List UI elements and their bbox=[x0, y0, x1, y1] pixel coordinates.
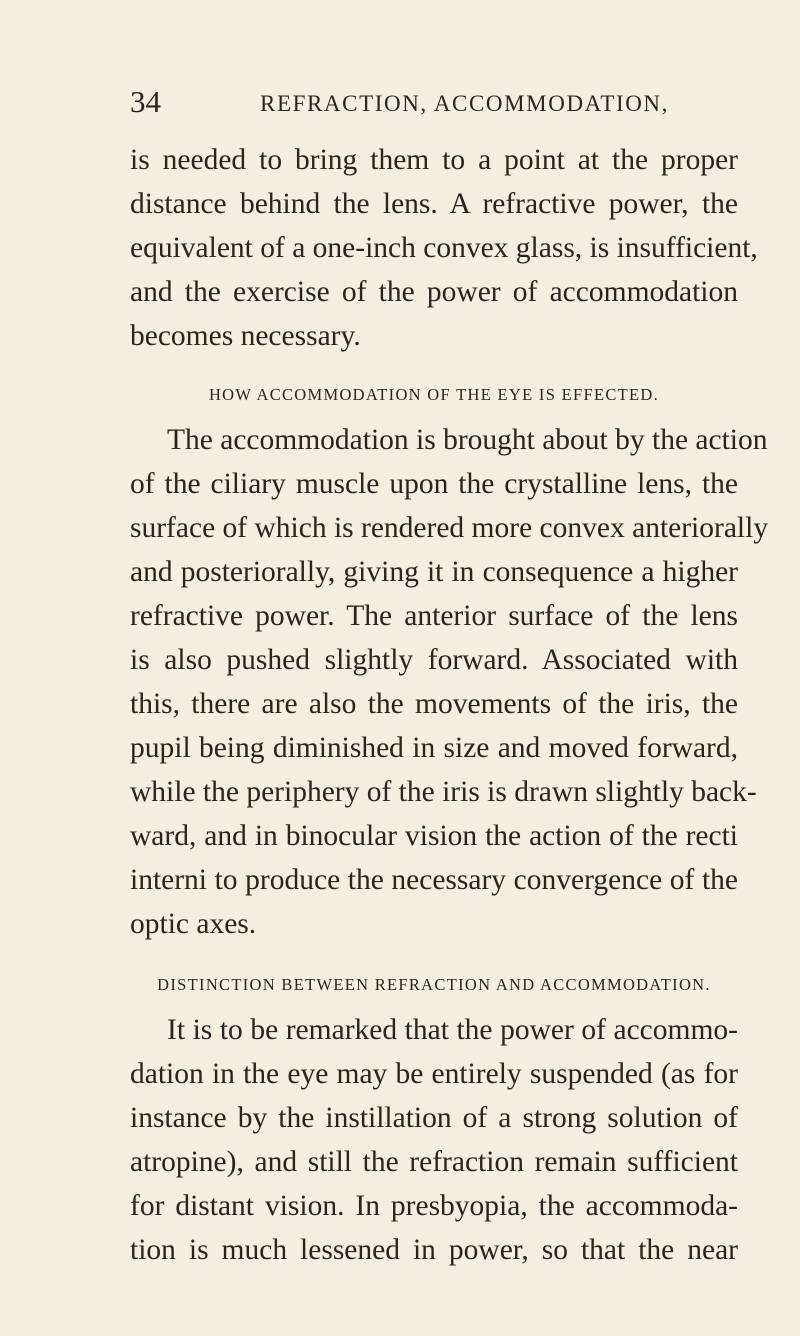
section-heading: DISTINCTION BETWEEN REFRACTION AND ACCOMMODATION. bbox=[157, 975, 711, 994]
text-line: for distant vision. In presbyopia, the accommoda- bbox=[130, 1190, 738, 1222]
text-line: ward, and in binocular vision the action of the recti bbox=[130, 820, 738, 852]
page-header bbox=[130, 82, 740, 122]
text-line: refractive power. The anterior surface of the lens bbox=[130, 600, 738, 632]
text-line: optic axes. bbox=[130, 908, 257, 940]
text-line: surface of which is rendered more convex anteriorally bbox=[130, 512, 769, 544]
text-line: and posteriorally, giving it in consequence a higher bbox=[130, 556, 738, 588]
text-line: distance behind the lens. A refractive power, the bbox=[130, 188, 738, 220]
text-line: interni to produce the necessary convergence of the bbox=[130, 864, 738, 896]
text-line: dation in the eye may be entirely suspended (as for bbox=[130, 1058, 738, 1090]
text-line: is also pushed slightly forward. Associated with bbox=[130, 644, 738, 676]
text-line: tion is much lessened in power, so that the near bbox=[130, 1234, 738, 1266]
text-line: this, there are also the movements of the iris, the bbox=[130, 688, 738, 720]
text-line: The accommodation is brought about by the action bbox=[167, 424, 768, 456]
text-line: instance by the instillation of a strong solution of bbox=[130, 1102, 738, 1134]
text-line: becomes necessary. bbox=[130, 320, 361, 352]
text-line: atropine), and still the refraction remain sufficient bbox=[130, 1146, 738, 1178]
text-line: pupil being diminished in size and moved forward, bbox=[130, 732, 738, 764]
text-line: is needed to bring them to a point at the proper bbox=[130, 144, 738, 176]
text-line: while the periphery of the iris is drawn slightly back- bbox=[130, 776, 757, 808]
text-line: equivalent of a one-inch convex glass, is insufficient, bbox=[130, 232, 758, 264]
section-heading: HOW ACCOMMODATION OF THE EYE IS EFFECTED. bbox=[208, 385, 660, 404]
text-line: of the ciliary muscle upon the crystalline lens, the bbox=[130, 468, 738, 500]
text-line: and the exercise of the power of accommodation bbox=[130, 276, 738, 308]
running-head: REFRACTION, ACCOMMODATION, bbox=[260, 91, 669, 116]
text-line: It is to be remarked that the power of accommo- bbox=[167, 1014, 738, 1046]
page-number: 34 bbox=[130, 84, 161, 119]
